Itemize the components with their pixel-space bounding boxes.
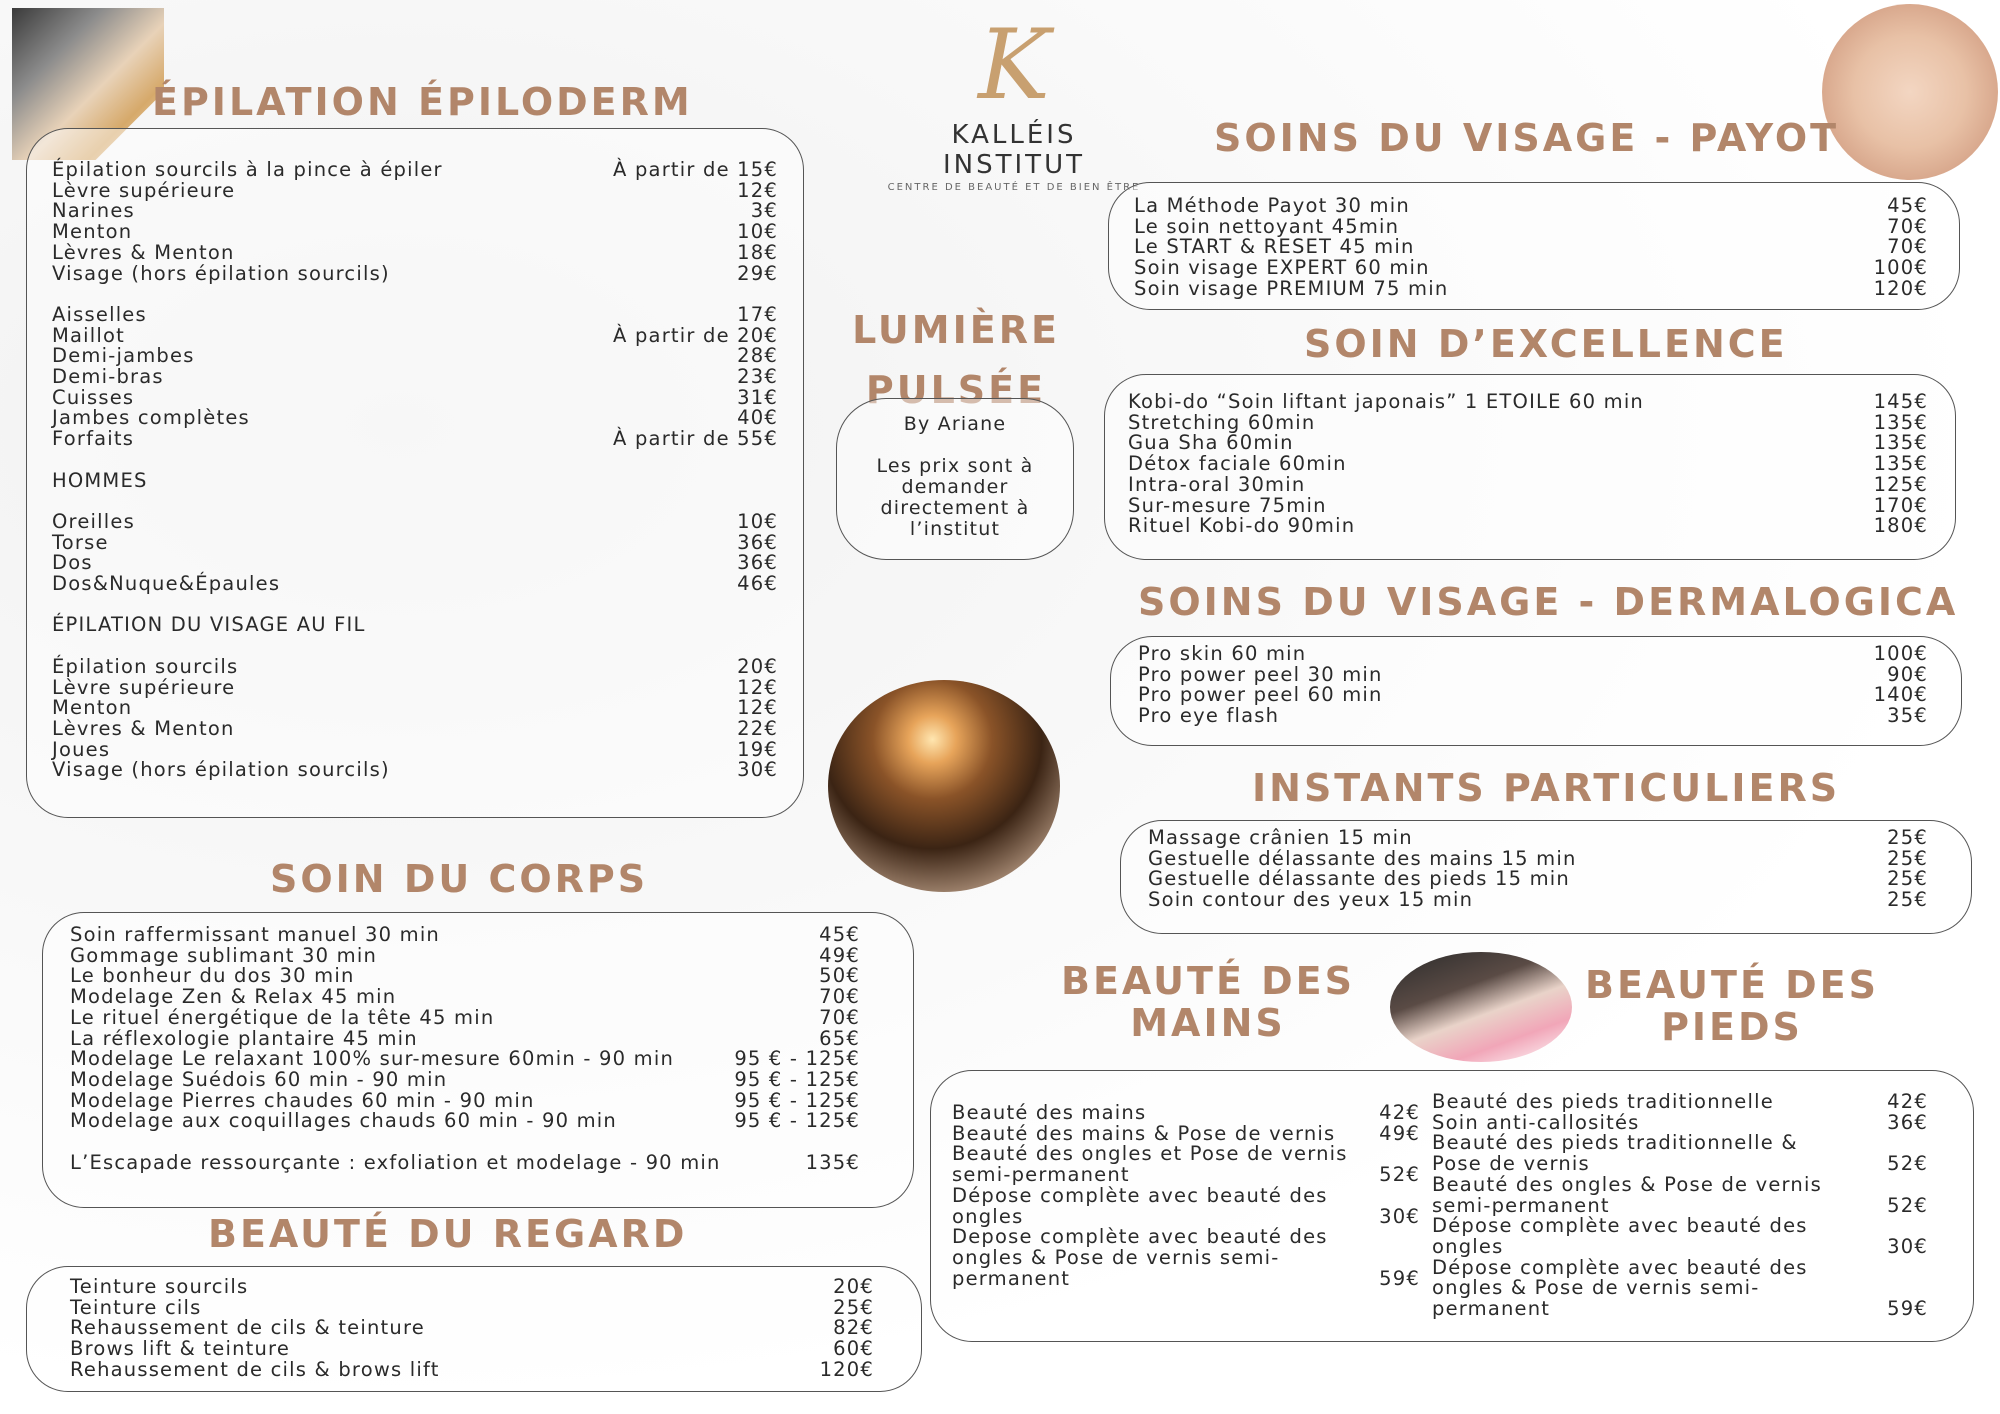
service-name-line: ongles & Pose de vernis semi- <box>1432 1276 1760 1300</box>
price-row <box>70 1005 860 1029</box>
service-name: Demi-bras <box>52 365 164 389</box>
price-row <box>1148 890 1928 911</box>
service-name: Menton <box>52 220 133 244</box>
price-row <box>1128 454 1928 475</box>
service-price: 36€ <box>737 530 778 554</box>
service-price: À partir de 55€ <box>613 427 778 451</box>
service-name: Stretching 60min <box>1128 410 1316 434</box>
service-price: 95 € - 125€ <box>734 1047 860 1071</box>
service-price: 29€ <box>737 261 778 285</box>
service-name: Détox faciale 60min <box>1128 452 1347 476</box>
price-row <box>952 1144 1420 1185</box>
service-name <box>1432 1110 1640 1134</box>
service-price: 23€ <box>737 365 778 389</box>
service-price: 49€ <box>819 943 860 967</box>
service-name: Le bonheur du dos 30 min <box>70 964 355 988</box>
service-name: Pro eye flash <box>1138 704 1280 728</box>
spacer <box>52 491 778 512</box>
price-row <box>70 1111 860 1132</box>
service-price: 170€ <box>1873 493 1928 517</box>
price-row <box>70 943 860 967</box>
service-name: Lèvres & Menton <box>52 716 235 740</box>
service-name: Lèvres & Menton <box>52 240 235 264</box>
service-name-line: Soin anti-callosités <box>1432 1110 1640 1134</box>
price-row <box>52 222 778 243</box>
price-row <box>1134 237 1928 258</box>
service-price: 36€ <box>1887 1110 1928 1134</box>
lumiere-title-line1: LUMIÈRE <box>852 308 1060 352</box>
price-row <box>70 966 860 987</box>
lumiere-note: Les prix sont à demander directement à l’institut <box>876 455 1034 540</box>
service-name: Kobi-do “Soin liftant japonais” 1 ETOILE 60 min <box>1128 390 1644 413</box>
corps-list <box>70 925 860 1173</box>
service-price: À partir de 20€ <box>613 323 778 347</box>
service-price: 19€ <box>737 737 778 761</box>
price-row <box>1128 410 1928 434</box>
price-row <box>1432 1133 1928 1174</box>
service-name-line: Beauté des ongles et Pose de vernis <box>952 1142 1348 1166</box>
service-name: Modelage Suédois 60 min - 90 min <box>70 1067 448 1091</box>
service-name-line: semi-permanent <box>1432 1193 1610 1217</box>
price-row <box>70 1295 874 1319</box>
price-row <box>1138 706 1928 727</box>
service-name-line: semi-permanent <box>952 1163 1130 1187</box>
price-row <box>1134 196 1928 217</box>
service-price: 52€ <box>1887 1152 1928 1176</box>
service-price: 140€ <box>1873 683 1928 707</box>
lumiere-title-line2: PULSÉE <box>865 368 1047 412</box>
service-price: 40€ <box>737 406 778 430</box>
service-price: 59€ <box>1887 1297 1928 1321</box>
service-name: Narines <box>52 199 135 223</box>
price-row <box>52 737 778 761</box>
service-name <box>1432 1255 1808 1321</box>
service-name <box>952 1103 1146 1124</box>
service-price: 45€ <box>819 923 860 946</box>
service-price: 25€ <box>1887 867 1928 891</box>
service-price: 120€ <box>819 1357 874 1381</box>
service-name-line: Depose complète avec beauté des <box>952 1225 1328 1249</box>
service-price: 145€ <box>1873 390 1928 413</box>
service-name: Dos&Nuque&Épaules <box>52 572 281 596</box>
spacer <box>52 595 778 616</box>
service-name: Intra-oral 30min <box>1128 472 1306 496</box>
brand-tagline: CENTRE DE BEAUTÉ ET DE BIEN ÊTRE <box>887 182 1141 193</box>
service-price: 95 € - 125€ <box>734 1088 860 1112</box>
service-name: Torse <box>52 530 109 554</box>
price-row <box>52 201 778 222</box>
service-price: 10€ <box>737 220 778 244</box>
service-name <box>1432 1092 1774 1113</box>
service-name: Oreilles <box>52 509 135 533</box>
service-name-line: Dépose complète avec beauté des <box>1432 1255 1808 1279</box>
service-price: 42€ <box>1379 1101 1420 1124</box>
spacer <box>52 450 778 471</box>
face-care-photo <box>1822 4 1998 180</box>
service-name: Pro skin 60 min <box>1138 642 1307 665</box>
price-row <box>1138 662 1928 686</box>
service-price: 25€ <box>833 1295 874 1319</box>
spacer <box>52 636 778 657</box>
price-row <box>70 1067 860 1091</box>
price-row <box>52 530 778 554</box>
price-row <box>52 675 778 699</box>
service-name: Maillot <box>52 323 126 347</box>
service-name: Rituel Kobi-do 90min <box>1128 514 1356 538</box>
service-price: 36€ <box>737 551 778 575</box>
service-name: Teinture cils <box>70 1295 202 1319</box>
service-name: Massage crânien 15 min <box>1148 826 1413 849</box>
price-row <box>1432 1110 1928 1134</box>
service-name <box>1432 1172 1822 1217</box>
price-row <box>52 302 778 326</box>
service-name: Teinture sourcils <box>70 1275 249 1298</box>
service-price: 30€ <box>737 758 778 782</box>
service-price: 25€ <box>1887 846 1928 870</box>
service-price: 100€ <box>1873 256 1928 280</box>
service-name: Modelage aux coquillages chauds 60 min - 90 min <box>70 1109 617 1133</box>
price-row <box>1432 1255 1928 1321</box>
service-name: Rehaussement de cils & teinture <box>70 1316 425 1340</box>
regard-list <box>70 1277 874 1381</box>
price-row <box>52 160 778 181</box>
service-price: 90€ <box>1887 662 1928 686</box>
mains-title-line2: MAINS <box>1130 1001 1286 1045</box>
price-row <box>1128 516 1928 537</box>
service-price: 95 € - 125€ <box>734 1109 860 1133</box>
service-price: 20€ <box>833 1275 874 1298</box>
service-name <box>952 1121 1336 1145</box>
service-price: 60€ <box>833 1337 874 1361</box>
mains-list <box>952 1103 1420 1289</box>
instants-list <box>1148 828 1928 911</box>
price-row <box>1432 1172 1928 1217</box>
service-name: Soin contour des yeux 15 min <box>1148 888 1474 912</box>
service-name: Aisselles <box>52 302 147 326</box>
service-price: 17€ <box>737 302 778 326</box>
price-row <box>52 698 778 719</box>
price-row <box>70 925 860 946</box>
service-name <box>952 1144 1348 1185</box>
service-name: L’Escapade ressourçante : exfoliation et modelage - 90 min <box>70 1150 721 1174</box>
service-name-line: Pose de vernis <box>1432 1152 1590 1176</box>
service-price: 3€ <box>750 199 778 223</box>
spacer <box>52 284 778 305</box>
spacer <box>70 1132 860 1153</box>
price-row <box>952 1121 1420 1145</box>
price-row <box>52 654 778 678</box>
service-name: Modelage Zen & Relax 45 min <box>70 985 397 1009</box>
service-name: Pro power peel 30 min <box>1138 662 1383 686</box>
service-name: Modelage Le relaxant 100% sur-mesure 60min - 90 min <box>70 1047 675 1071</box>
service-name-line: permanent <box>952 1266 1071 1290</box>
service-name: Visage (hors épilation sourcils) <box>52 261 390 285</box>
service-name-line: Dépose complète avec beauté des <box>1432 1214 1808 1238</box>
brand-logo <box>876 9 1152 193</box>
service-name-line: Beauté des mains <box>952 1101 1147 1124</box>
service-name: Dos <box>52 551 93 575</box>
service-price: 70€ <box>1887 214 1928 238</box>
service-price: 28€ <box>737 344 778 368</box>
service-price: 135€ <box>1873 410 1928 434</box>
service-price: 70€ <box>819 1005 860 1029</box>
price-row <box>1148 846 1928 870</box>
price-row <box>52 574 778 595</box>
price-row <box>1432 1216 1928 1257</box>
price-row <box>70 1150 860 1174</box>
service-name: Lèvre supérieure <box>52 675 236 699</box>
service-price: 95 € - 125€ <box>734 1067 860 1091</box>
lumiere-content <box>846 414 1064 540</box>
price-row <box>1134 258 1928 279</box>
price-row <box>70 1357 874 1381</box>
corps-title: SOIN DU CORPS <box>270 857 649 901</box>
excellence-title: SOIN D’EXCELLENCE <box>1304 322 1788 366</box>
service-name <box>952 1227 1328 1289</box>
price-row <box>52 385 778 409</box>
mains-title <box>1058 960 1358 1044</box>
service-name: Pro power peel 60 min <box>1138 683 1383 707</box>
service-name: Cuisses <box>52 385 135 409</box>
service-price: 65€ <box>819 1026 860 1050</box>
service-name: Soin visage PREMIUM 75 min <box>1134 276 1449 300</box>
service-price: 22€ <box>737 716 778 740</box>
service-name: Le rituel énergétique de la tête 45 min <box>70 1005 495 1029</box>
price-row <box>70 1049 860 1070</box>
service-price: 70€ <box>819 985 860 1009</box>
price-row <box>1128 493 1928 517</box>
price-row <box>52 509 778 533</box>
service-price: À partir de 15€ <box>613 158 778 181</box>
service-name: Forfaits <box>52 427 135 451</box>
service-price: 30€ <box>1379 1204 1420 1228</box>
service-price: 45€ <box>1887 194 1928 217</box>
mains-title-line1: BEAUTÉ DES <box>1061 959 1355 1003</box>
service-name: Gua Sha 60min <box>1128 431 1294 455</box>
service-name: Rehaussement de cils & brows lift <box>70 1357 440 1381</box>
service-price: 25€ <box>1887 888 1928 912</box>
service-price: 25€ <box>1887 826 1928 849</box>
price-row <box>1128 433 1928 454</box>
service-name: Soin raffermissant manuel 30 min <box>70 923 440 946</box>
service-price: 135€ <box>1873 452 1928 476</box>
service-price: 12€ <box>737 675 778 699</box>
regard-title: BEAUTÉ DU REGARD <box>208 1212 688 1256</box>
service-price: 125€ <box>1873 472 1928 496</box>
service-price: 46€ <box>737 572 778 596</box>
service-name: Épilation sourcils à la pince à épiler <box>52 158 443 181</box>
service-name-line: Beauté des mains & Pose de vernis <box>952 1121 1336 1145</box>
service-name: Le START & RESET 45 min <box>1134 235 1415 259</box>
service-price: 52€ <box>1887 1193 1928 1217</box>
dermalogica-title: SOINS DU VISAGE - DERMALOGICA <box>1138 580 1959 624</box>
service-price: 70€ <box>1887 235 1928 259</box>
service-name-line: permanent <box>1432 1297 1551 1321</box>
subsection-label: ÉPILATION DU VISAGE AU FIL <box>52 613 366 637</box>
service-name: Le soin nettoyant 45min <box>1134 214 1400 238</box>
service-price: 42€ <box>1887 1090 1928 1113</box>
price-row <box>1148 828 1928 849</box>
price-row <box>52 178 778 202</box>
service-name: Modelage Pierres chaudes 60 min - 90 min <box>70 1088 535 1112</box>
service-price: 49€ <box>1379 1121 1420 1145</box>
service-price: 100€ <box>1873 642 1928 665</box>
service-name: Lèvre supérieure <box>52 178 236 202</box>
manicure-photo <box>1390 952 1572 1062</box>
service-name: Menton <box>52 696 133 720</box>
price-row <box>1128 392 1928 413</box>
service-name: La Méthode Payot 30 min <box>1134 194 1410 217</box>
price-row <box>1432 1092 1928 1113</box>
lamp-photo <box>828 680 1060 892</box>
service-name: Visage (hors épilation sourcils) <box>52 758 390 782</box>
epilation-list <box>52 160 778 781</box>
service-name: Demi-jambes <box>52 344 195 368</box>
service-name-line: ongles <box>1432 1234 1504 1258</box>
service-price: 35€ <box>1887 704 1928 728</box>
service-name: Sur-mesure 75min <box>1128 493 1327 517</box>
service-name: Gestuelle délassante des mains 15 min <box>1148 846 1577 870</box>
price-row <box>1128 472 1928 496</box>
service-name: Soin visage EXPERT 60 min <box>1134 256 1430 280</box>
pieds-title-line2: PIEDS <box>1661 1005 1803 1049</box>
price-row <box>52 553 778 574</box>
price-row <box>52 716 778 740</box>
price-row <box>70 1318 874 1339</box>
service-price: 180€ <box>1873 514 1928 538</box>
price-row <box>1134 276 1928 300</box>
price-row <box>1138 644 1928 665</box>
service-price: 30€ <box>1887 1234 1928 1258</box>
price-row <box>52 261 778 285</box>
price-row <box>52 429 778 450</box>
subsection-label: HOMMES <box>52 468 148 492</box>
service-name-line: ongles <box>952 1204 1024 1228</box>
price-row <box>52 760 778 781</box>
excellence-list <box>1128 392 1928 537</box>
service-price: 50€ <box>819 964 860 988</box>
price-row <box>952 1103 1420 1124</box>
service-price: 31€ <box>737 385 778 409</box>
service-name-line: Beauté des pieds traditionnelle <box>1432 1090 1774 1113</box>
price-row <box>52 240 778 264</box>
price-row <box>952 1227 1420 1289</box>
lumiere-by: By Ariane <box>903 413 1007 435</box>
price-row <box>70 987 860 1008</box>
service-name: Épilation sourcils <box>52 654 239 678</box>
service-name-line: Beauté des pieds traditionnelle & <box>1432 1131 1798 1155</box>
service-price: 10€ <box>737 509 778 533</box>
service-price: 52€ <box>1379 1163 1420 1187</box>
logo-letter: K <box>978 9 1050 121</box>
service-price: 59€ <box>1379 1266 1420 1290</box>
service-name: Gommage sublimant 30 min <box>70 943 378 967</box>
brand-name: KALLÉIS INSTITUT <box>943 120 1085 180</box>
pieds-title <box>1582 964 1882 1048</box>
pieds-list <box>1432 1092 1928 1320</box>
price-row <box>52 367 778 388</box>
price-row <box>70 1088 860 1112</box>
epilation-title: ÉPILATION ÉPILODERM <box>152 80 693 124</box>
service-name-line: Dépose complète avec beauté des <box>952 1183 1328 1207</box>
price-row <box>70 1277 874 1298</box>
service-price: 120€ <box>1873 276 1928 300</box>
instants-title: INSTANTS PARTICULIERS <box>1252 766 1841 810</box>
service-name <box>952 1183 1328 1228</box>
service-name-line: ongles & Pose de vernis semi- <box>952 1245 1280 1269</box>
price-row <box>70 1339 874 1360</box>
price-row <box>52 408 778 429</box>
service-price: 12€ <box>737 178 778 202</box>
service-name-line: Beauté des ongles & Pose de vernis <box>1432 1172 1822 1196</box>
payot-title: SOINS DU VISAGE - PAYOT <box>1214 116 1840 160</box>
service-name: Gestuelle délassante des pieds 15 min <box>1148 867 1570 891</box>
dermalogica-list <box>1138 644 1928 727</box>
service-price: 20€ <box>737 654 778 678</box>
payot-list <box>1134 196 1928 300</box>
service-name: Joues <box>52 737 111 761</box>
service-price: 12€ <box>737 696 778 720</box>
service-name <box>1432 1133 1798 1174</box>
price-row <box>1148 869 1928 890</box>
service-name <box>1432 1216 1808 1257</box>
pieds-title-line1: BEAUTÉ DES <box>1585 963 1879 1007</box>
service-name: Jambes complètes <box>52 406 250 430</box>
service-name: Brows lift & teinture <box>70 1337 291 1361</box>
price-row <box>52 346 778 367</box>
service-price: 82€ <box>833 1316 874 1340</box>
price-row <box>1134 214 1928 238</box>
service-name: La réflexologie plantaire 45 min <box>70 1026 418 1050</box>
service-price: 135€ <box>1873 431 1928 455</box>
service-price: 18€ <box>737 240 778 264</box>
price-row <box>1138 685 1928 706</box>
price-row <box>70 1026 860 1050</box>
price-row <box>952 1183 1420 1228</box>
service-price: 135€ <box>805 1150 860 1174</box>
price-row <box>52 323 778 347</box>
